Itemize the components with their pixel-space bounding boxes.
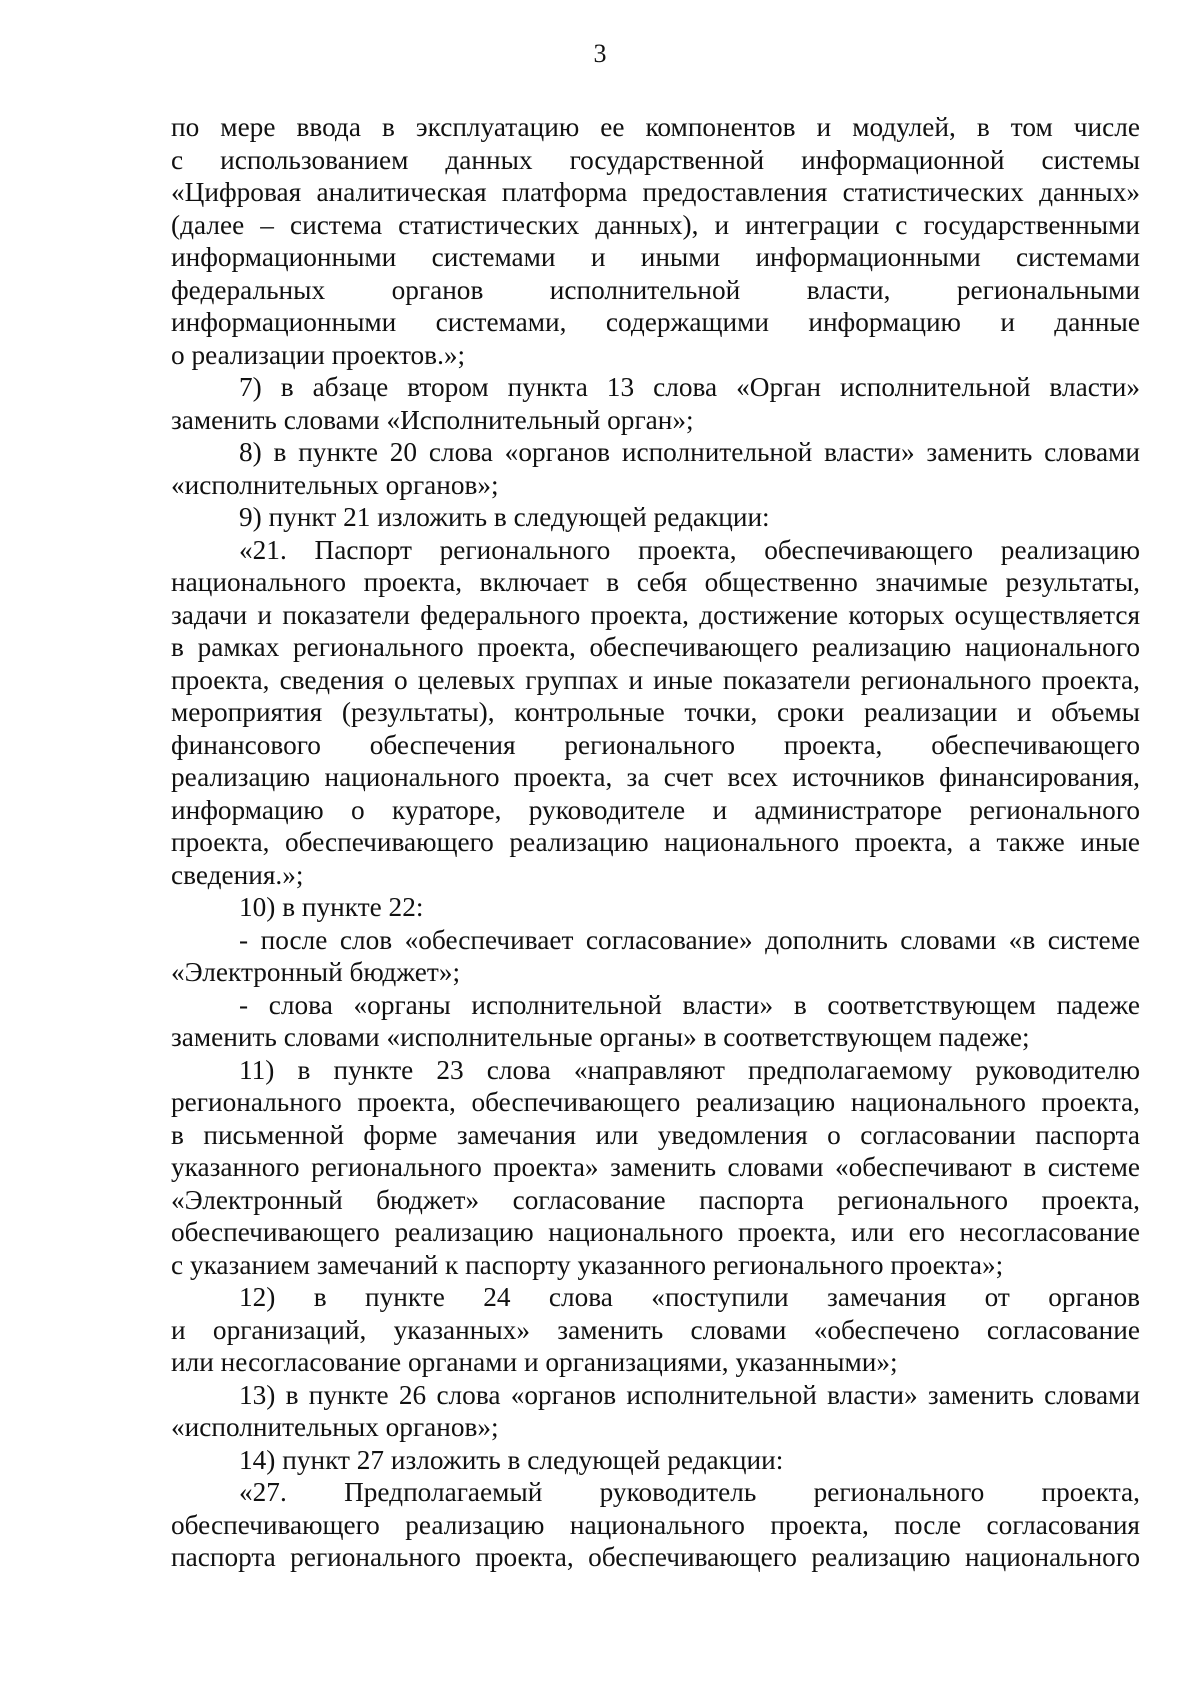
text-line: финансового обеспечения регионального проекта, обеспечивающего xyxy=(171,729,1140,760)
text-line: федеральных органов исполнительной власти, региональными xyxy=(171,274,1140,305)
text-line: сведения.»; xyxy=(171,859,304,890)
text-line: заменить словами «Исполнительный орган»; xyxy=(171,404,694,435)
text-line: (далее – система статистических данных), и интеграции с государственными xyxy=(171,209,1140,240)
text-line: национального проекта, включает в себя общественно значимые результаты, xyxy=(171,567,1140,597)
text-line: о реализации проектов.»; xyxy=(171,339,466,370)
text-line: 8) в пункте 20 слова «органов исполнительной власти» заменить словами xyxy=(239,437,1140,467)
page-number: 3 xyxy=(593,39,607,68)
text-line: 12) в пункте 24 слова «поступили замечания от органов xyxy=(239,1282,1140,1312)
text-line: - после слов «обеспечивает согласование» дополнить словами «в системе xyxy=(239,924,1140,955)
text-line: 10) в пункте 22: xyxy=(239,892,424,922)
text-line: обеспечивающего реализацию национального проекта, или его несогласование xyxy=(171,1217,1140,1247)
text-line: регионального проекта, обеспечивающего реализацию национального проекта, xyxy=(171,1087,1140,1117)
text-line: с указанием замечаний к паспорту указанного регионального проекта»; xyxy=(171,1249,1004,1280)
text-line: и организаций, указанных» заменить словами «обеспечено согласование xyxy=(171,1314,1140,1345)
text-line: «27. Предполагаемый руководитель регионального проекта, xyxy=(239,1477,1140,1507)
text-line: информационными системами, содержащими информацию и данные xyxy=(171,307,1140,337)
text-line: по мере ввода в эксплуатацию ее компонентов и модулей, в том числе xyxy=(171,112,1140,142)
text-line: или несогласование органами и организациями, указанными»; xyxy=(171,1347,898,1377)
text-line: 14) пункт 27 изложить в следующей редакции: xyxy=(239,1444,784,1475)
text-line: обеспечивающего реализацию национального проекта, после согласования xyxy=(171,1509,1140,1540)
text-line: 7) в абзаце втором пункта 13 слова «Орган исполнительной власти» xyxy=(239,372,1140,402)
text-line: в письменной форме замечания или уведомления о согласовании паспорта xyxy=(171,1119,1140,1150)
text-line: мероприятия (результаты), контрольные точки, сроки реализации и объемы xyxy=(171,697,1140,727)
text-line: 13) в пункте 26 слова «органов исполнительной власти» заменить словами xyxy=(239,1379,1140,1410)
text-line: реализацию национального проекта, за счет всех источников финансирования, xyxy=(171,762,1140,792)
text-line: указанного регионального проекта» заменить словами «обеспечивают в системе xyxy=(171,1152,1140,1182)
text-line: «Электронный бюджет»; xyxy=(171,957,461,987)
text-line: - слова «органы исполнительной власти» в соответствующем падеже xyxy=(239,989,1140,1020)
text-line: 11) в пункте 23 слова «направляют предполагаемому руководителю xyxy=(239,1054,1140,1085)
document-body xyxy=(171,111,1140,1574)
text-line: информационными системами и иными информационными системами xyxy=(171,242,1140,272)
text-line: проекта, обеспечивающего реализацию национального проекта, а также иные xyxy=(171,827,1140,857)
text-line: «21. Паспорт регионального проекта, обеспечивающего реализацию xyxy=(239,534,1140,565)
text-line: 9) пункт 21 изложить в следующей редакции: xyxy=(239,502,770,532)
text-line: заменить словами «исполнительные органы» в соответствующем падеже; xyxy=(171,1022,1030,1052)
text-line: «Электронный бюджет» согласование паспорта регионального проекта, xyxy=(171,1184,1140,1215)
text-line: «исполнительных органов»; xyxy=(171,469,499,500)
text-line: «Цифровая аналитическая платформа предоставления статистических данных» xyxy=(171,177,1140,207)
text-line: проекта, сведения о целевых группах и иные показатели регионального проекта, xyxy=(171,664,1140,695)
text-line: информацию о кураторе, руководителе и администраторе регионального xyxy=(171,794,1140,825)
text-line: паспорта регионального проекта, обеспечивающего реализацию национального xyxy=(171,1542,1140,1572)
text-line: задачи и показатели федерального проекта, достижение которых осуществляется xyxy=(171,599,1140,630)
text-line: «исполнительных органов»; xyxy=(171,1412,499,1442)
text-line: в рамках регионального проекта, обеспечивающего реализацию национального xyxy=(171,632,1140,662)
text-line: с использованием данных государственной информационной системы xyxy=(171,144,1140,175)
